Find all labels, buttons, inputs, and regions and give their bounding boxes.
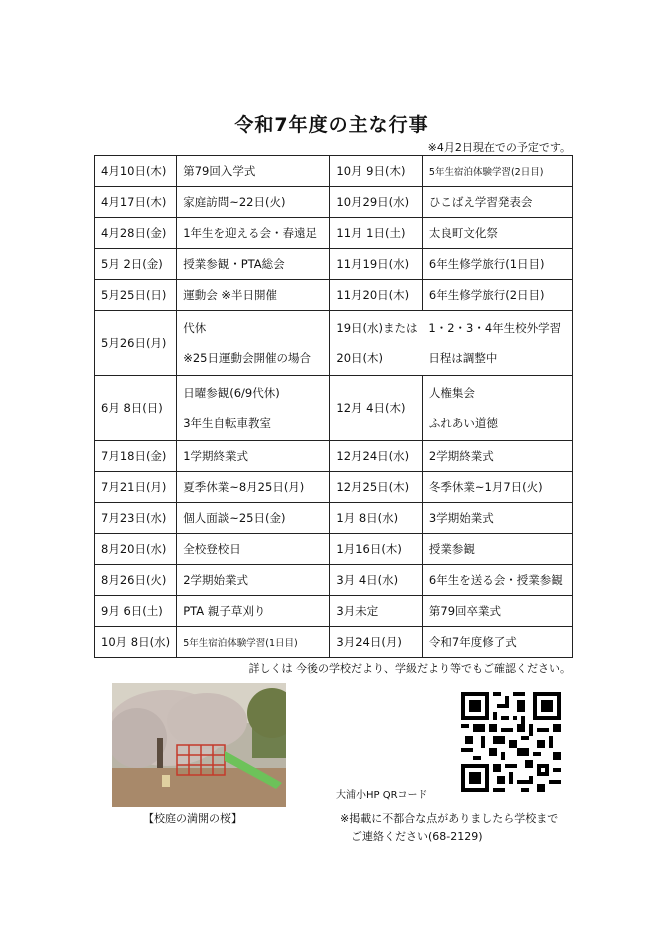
date-cell: 5月 2日(金): [95, 249, 177, 280]
date-cell: 7月21日(月): [95, 472, 177, 503]
date-cell: 1月 8日(水): [330, 503, 423, 534]
event-cell: 2学期終業式: [422, 441, 572, 472]
date-cell: 10月29日(水): [330, 187, 423, 218]
date-cell: 12月25日(木): [330, 472, 423, 503]
event-cell: 令和7年度修了式: [422, 627, 572, 658]
event-cell: 第79回入学式: [177, 156, 330, 187]
date-text: 12月 4日(木): [336, 401, 406, 415]
table-row: [95, 503, 573, 534]
date-cell: [330, 311, 423, 376]
photo-caption: 【校庭の満開の桜】: [143, 812, 242, 825]
event-cell: 太良町文化祭: [422, 218, 572, 249]
cherry-blossom-photo: [112, 683, 286, 807]
event-cell: [177, 311, 330, 376]
date-cell: 8月26日(火): [95, 565, 177, 596]
table-row: [95, 376, 573, 441]
table-row: [95, 156, 573, 187]
event-cell: 冬季休業~1月7日(火): [422, 472, 572, 503]
table-row: [95, 311, 573, 376]
date-cell: [330, 376, 423, 441]
table-row: [95, 627, 573, 658]
event-note: 日程は調整中: [428, 351, 498, 365]
date-cell: 4月28日(金): [95, 218, 177, 249]
date-cell: 4月17日(木): [95, 187, 177, 218]
contact-note: ※掲載に不都合な点がありましたら学校まで: [340, 812, 559, 825]
date-cell: 1月16日(木): [330, 534, 423, 565]
detail-note: 詳しくは 今後の学校だより、学級だより等でもご確認ください。: [248, 662, 571, 675]
date-cell: 8月20日(水): [95, 534, 177, 565]
event-text: ふれあい道徳: [428, 416, 498, 430]
date-cell: [95, 311, 177, 376]
event-cell: 授業参観・PTA総会: [177, 249, 330, 280]
event-cell: 6年生修学旅行(1日目): [422, 249, 572, 280]
table-row: [95, 218, 573, 249]
event-cell: ひこばえ学習発表会: [422, 187, 572, 218]
table-row: [95, 187, 573, 218]
date-cell: 11月19日(水): [330, 249, 423, 280]
date-text: 5月26日(月): [101, 336, 167, 350]
events-table: [94, 155, 573, 658]
date-cell: 5月25日(日): [95, 280, 177, 311]
date-cell: [95, 376, 177, 441]
event-cell: 個人面談~25日(金): [177, 503, 330, 534]
date-text: 20日(木): [336, 351, 383, 365]
event-cell: [177, 376, 330, 441]
event-cell: 授業参観: [422, 534, 572, 565]
event-text: 代休: [183, 321, 207, 335]
qr-code-icon[interactable]: [461, 692, 561, 792]
date-cell: 3月 4日(水): [330, 565, 423, 596]
contact-phone-note: ご連絡ください(68-2129): [351, 830, 483, 843]
date-cell: 4月10日(木): [95, 156, 177, 187]
date-cell: 11月20日(木): [330, 280, 423, 311]
event-text: 3年生自転車教室: [183, 416, 272, 430]
event-cell: 2学期始業式: [177, 565, 330, 596]
table-row: [95, 596, 573, 627]
table-row: [95, 441, 573, 472]
event-cell: 5年生宿泊体験学習(1日目): [177, 627, 330, 658]
event-cell: 家庭訪問~22日(火): [177, 187, 330, 218]
table-row: [95, 534, 573, 565]
event-cell: 5年生宿泊体験学習(2日目): [422, 156, 572, 187]
event-cell: 3学期始業式: [422, 503, 572, 534]
event-cell: 第79回卒業式: [422, 596, 572, 627]
event-cell: 6年生修学旅行(2日目): [422, 280, 572, 311]
date-cell: 10月 8日(水): [95, 627, 177, 658]
table-row: [95, 249, 573, 280]
date-cell: 11月 1日(土): [330, 218, 423, 249]
event-cell: [422, 376, 572, 441]
table-row: [95, 280, 573, 311]
date-cell: 7月18日(金): [95, 441, 177, 472]
event-cell: 1年生を迎える会・春遠足: [177, 218, 330, 249]
event-text: 1・2・3・4年生校外学習: [428, 321, 562, 335]
as-of-note: ※4月2日現在での予定です。: [427, 141, 571, 154]
event-text: 日曜参観(6/9代休): [183, 386, 280, 400]
event-cell: 6年生を送る会・授業参観: [422, 565, 572, 596]
date-cell: 12月24日(水): [330, 441, 423, 472]
date-cell: 3月未定: [330, 596, 423, 627]
event-cell: 運動会 ※半日開催: [177, 280, 330, 311]
event-note: ※25日運動会開催の場合: [183, 351, 312, 365]
date-cell: 7月23日(水): [95, 503, 177, 534]
event-cell: 1学期終業式: [177, 441, 330, 472]
date-cell: 10月 9日(木): [330, 156, 423, 187]
event-cell: 夏季休業~8月25日(月): [177, 472, 330, 503]
date-cell: 9月 6日(土): [95, 596, 177, 627]
date-cell: 3月24日(月): [330, 627, 423, 658]
event-cell: 全校登校日: [177, 534, 330, 565]
event-text: 人権集会: [428, 386, 475, 400]
page-title: 令和7年度の主な行事: [234, 114, 429, 136]
date-text: 19日(水)または: [336, 321, 418, 335]
table-row: [95, 565, 573, 596]
qr-caption: 大浦小HP QRコード: [336, 790, 428, 801]
table-row: [95, 472, 573, 503]
event-cell: [422, 311, 572, 376]
date-text: 6月 8日(日): [101, 401, 163, 415]
event-cell: PTA 親子草刈り: [177, 596, 330, 627]
